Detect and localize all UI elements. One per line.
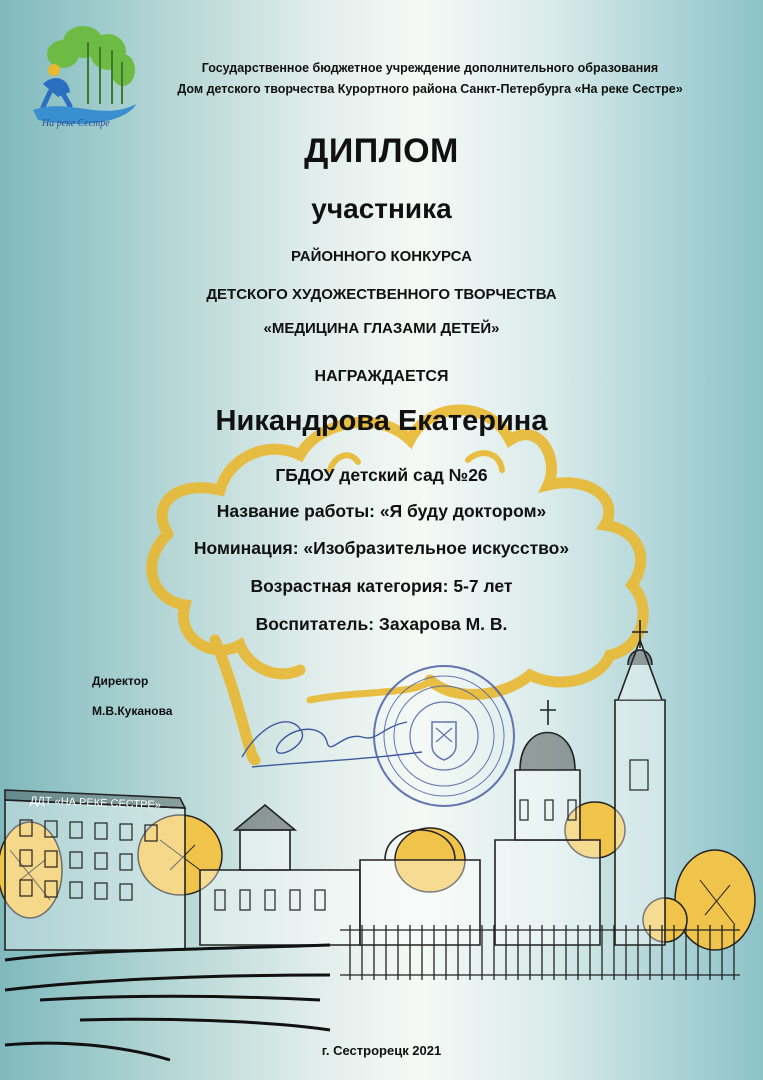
organization-logo-icon xyxy=(28,22,138,134)
organization-header xyxy=(150,58,710,100)
diploma-title: ДИПЛОМ xyxy=(304,132,459,170)
signatory-name: М.В.Куканова xyxy=(92,704,173,718)
organization-line-1: Государственное бюджетное учреждение дополнительного образования xyxy=(201,61,659,75)
diploma-subtitle: участника xyxy=(311,193,452,224)
signatory-role: Директор xyxy=(92,674,149,688)
svg-text:На реке Сестре: На реке Сестре xyxy=(42,118,110,129)
city-year: г. Сестрорецк 2021 xyxy=(321,1043,442,1058)
awarded-label: НАГРАЖДАЕТСЯ xyxy=(314,368,449,385)
svg-text:ДДТ «НА РЕКЕ СЕСТРЕ»: ДДТ «НА РЕКЕ СЕСТРЕ» xyxy=(29,794,162,812)
contest-line-3: «МЕДИЦИНА ГЛАЗАМИ ДЕТЕЙ» xyxy=(263,320,500,337)
teacher: Воспитатель: Захарова М. В. xyxy=(255,614,508,634)
contest-line-2: ДЕТСКОГО ХУДОЖЕСТВЕННОГО ТВОРЧЕСТВА xyxy=(206,286,557,303)
recipient-name: Никандрова Екатерина xyxy=(215,405,548,437)
nomination: Номинация: «Изобразительное искусство» xyxy=(193,538,570,558)
age-category: Возрастная категория: 5-7 лет xyxy=(250,576,513,596)
official-stamp-icon xyxy=(370,662,518,810)
organization-line-2: Дом детского творчества Курортного района Санкт-Петербурга «На реке Сестре» xyxy=(177,82,683,96)
work-title: Название работы: «Я буду доктором» xyxy=(216,501,547,521)
institution: ГБДОУ детский сад №26 xyxy=(275,465,488,485)
contest-line-1: РАЙОННОГО КОНКУРСА xyxy=(291,248,472,265)
